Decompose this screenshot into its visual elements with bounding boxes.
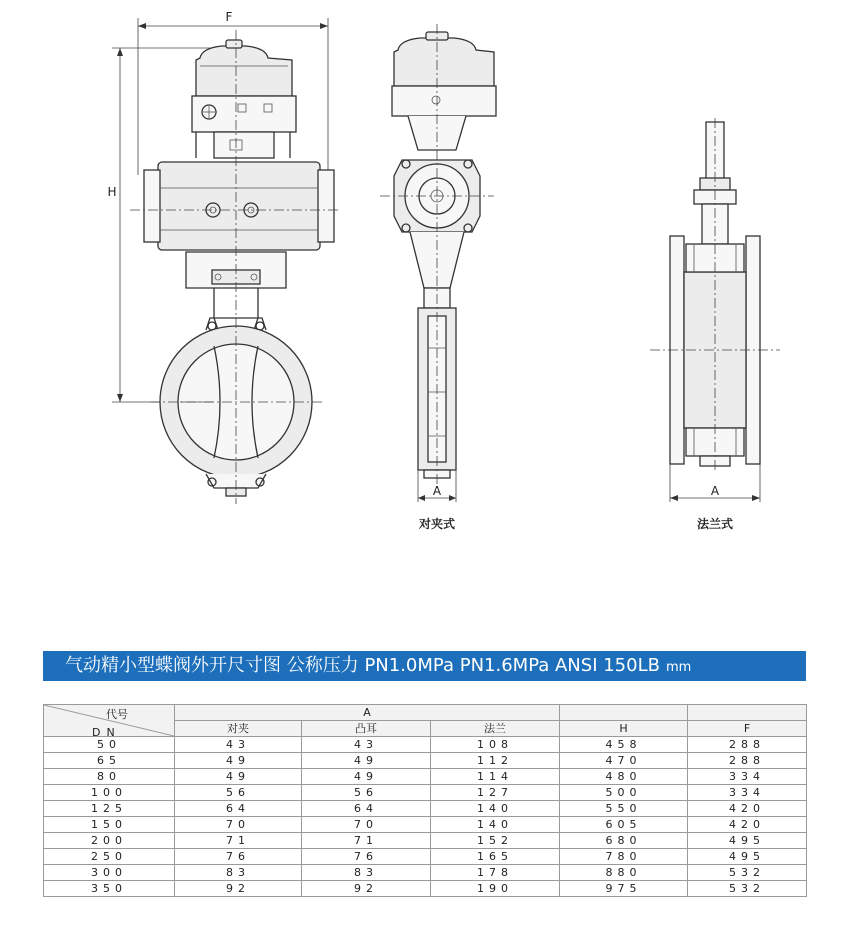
table-cell-f: 288 xyxy=(688,737,807,753)
header-group-a: A xyxy=(175,705,560,721)
table-cell-wafer: 71 xyxy=(175,833,302,849)
dim-label-a-flange: A xyxy=(710,484,720,498)
table-cell-f: 495 xyxy=(688,849,807,865)
table-cell-f: 334 xyxy=(688,769,807,785)
table-cell-dn: 300 xyxy=(44,865,175,881)
dim-label-a-wafer: A xyxy=(432,484,442,498)
header-f: F xyxy=(688,721,807,737)
corner-dn-label: DN xyxy=(92,726,121,739)
table-cell-f: 288 xyxy=(688,753,807,769)
table-cell-dn: 125 xyxy=(44,801,175,817)
table-cell-h: 550 xyxy=(560,801,688,817)
table-cell-f: 532 xyxy=(688,865,807,881)
table-cell-lug: 92 xyxy=(302,881,431,897)
header-lug: 凸耳 xyxy=(302,721,431,737)
corner-code-label: 代号 xyxy=(106,708,128,721)
header-h: H xyxy=(560,721,688,737)
dim-label-h: H xyxy=(107,185,117,199)
table-row xyxy=(44,865,807,881)
table-body xyxy=(44,737,807,897)
table-cell-h: 880 xyxy=(560,865,688,881)
table-cell-lug: 70 xyxy=(302,817,431,833)
table-row xyxy=(44,769,807,785)
table-cell-h: 500 xyxy=(560,785,688,801)
header-flange: 法兰 xyxy=(431,721,560,737)
table-cell-flange: 114 xyxy=(431,769,560,785)
dimension-table xyxy=(43,704,807,897)
banner-unit: mm xyxy=(665,660,692,675)
table-cell-flange: 127 xyxy=(431,785,560,801)
table-cell-dn: 100 xyxy=(44,785,175,801)
table-cell-flange: 152 xyxy=(431,833,560,849)
header-h-top xyxy=(560,705,688,721)
table-cell-dn: 150 xyxy=(44,817,175,833)
table-header-row-1 xyxy=(44,705,807,721)
table-cell-dn: 50 xyxy=(44,737,175,753)
dim-label-f: F xyxy=(225,10,233,24)
table-cell-h: 780 xyxy=(560,849,688,865)
table-row xyxy=(44,881,807,897)
table-row xyxy=(44,849,807,865)
table-cell-wafer: 76 xyxy=(175,849,302,865)
table-cell-f: 420 xyxy=(688,817,807,833)
front-view xyxy=(107,10,340,504)
table-cell-f: 495 xyxy=(688,833,807,849)
table-cell-flange: 178 xyxy=(431,865,560,881)
table-cell-lug: 83 xyxy=(302,865,431,881)
table-cell-lug: 71 xyxy=(302,833,431,849)
table-title-banner xyxy=(43,651,806,681)
table-cell-flange: 140 xyxy=(431,817,560,833)
table-cell-f: 532 xyxy=(688,881,807,897)
table-cell-flange: 190 xyxy=(431,881,560,897)
table-cell-h: 470 xyxy=(560,753,688,769)
table-cell-h: 605 xyxy=(560,817,688,833)
table-row xyxy=(44,753,807,769)
header-wafer: 对夹 xyxy=(175,721,302,737)
table-cell-lug: 49 xyxy=(302,753,431,769)
table-cell-h: 480 xyxy=(560,769,688,785)
table-cell-lug: 43 xyxy=(302,737,431,753)
table-cell-wafer: 64 xyxy=(175,801,302,817)
caption-flange: 法兰式 xyxy=(696,517,734,531)
table-row xyxy=(44,833,807,849)
table-cell-wafer: 49 xyxy=(175,753,302,769)
table-row xyxy=(44,785,807,801)
header-f-top xyxy=(688,705,807,721)
table-cell-wafer: 56 xyxy=(175,785,302,801)
table-cell-lug: 56 xyxy=(302,785,431,801)
table-cell-wafer: 43 xyxy=(175,737,302,753)
table-cell-f: 420 xyxy=(688,801,807,817)
table-cell-dn: 350 xyxy=(44,881,175,897)
table-cell-lug: 76 xyxy=(302,849,431,865)
table-row xyxy=(44,801,807,817)
table-corner-cell xyxy=(44,705,175,737)
table-cell-dn: 250 xyxy=(44,849,175,865)
table-cell-wafer: 83 xyxy=(175,865,302,881)
table-cell-lug: 49 xyxy=(302,769,431,785)
table-cell-h: 680 xyxy=(560,833,688,849)
table-cell-h: 458 xyxy=(560,737,688,753)
table-row xyxy=(44,737,807,753)
table-cell-flange: 108 xyxy=(431,737,560,753)
table-cell-wafer: 70 xyxy=(175,817,302,833)
caption-wafer: 对夹式 xyxy=(418,517,456,531)
table-cell-wafer: 49 xyxy=(175,769,302,785)
table-cell-flange: 165 xyxy=(431,849,560,865)
table-cell-h: 975 xyxy=(560,881,688,897)
table-cell-dn: 65 xyxy=(44,753,175,769)
side-view-flange xyxy=(650,118,780,531)
table-cell-f: 334 xyxy=(688,785,807,801)
table-cell-flange: 140 xyxy=(431,801,560,817)
table-row xyxy=(44,817,807,833)
banner-title: 气动精小型蝶阀外开尺寸图 公称压力 PN1.0MPa PN1.6MPa ANSI 150LB xyxy=(65,655,660,676)
table-cell-lug: 64 xyxy=(302,801,431,817)
table-cell-dn: 80 xyxy=(44,769,175,785)
side-view-wafer xyxy=(380,24,496,531)
table-cell-wafer: 92 xyxy=(175,881,302,897)
table-cell-flange: 112 xyxy=(431,753,560,769)
table-cell-dn: 200 xyxy=(44,833,175,849)
